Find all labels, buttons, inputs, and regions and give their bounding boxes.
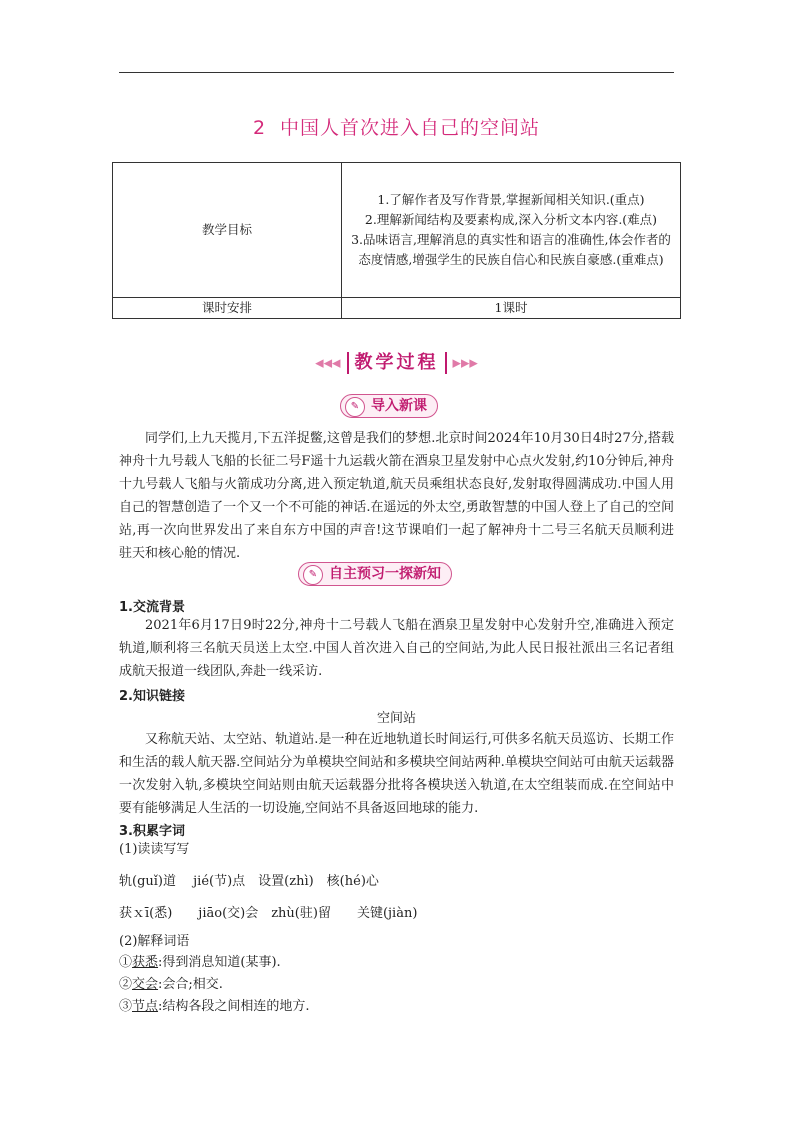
goals-table xyxy=(112,162,681,319)
banner-right-arrows: ▶▶▶ xyxy=(452,356,478,370)
vocab-sub2: (2)解释词语 xyxy=(119,934,190,949)
goals-label: 教学目标 xyxy=(113,163,342,298)
vocab-sub1: (1)读读写写 xyxy=(119,842,190,857)
vocab-words-2: 获ｘī(悉) jiāo(交)会 zhù(驻)留 关键(jiàn) xyxy=(119,906,418,921)
definition-2 xyxy=(119,975,223,995)
definition-1-word: 获悉 xyxy=(132,955,159,970)
lesson-title xyxy=(0,113,793,140)
background-text: 2021年6月17日9时22分,神舟十二号载人飞船在酒泉卫星发射中心发射升空,准确进入预定轨道,顺利将三名航天员送上太空.中国人首次进入自己的空间站,为此人民日报社派出三名记者组成航天报道一线团队,奔赴一线采访. xyxy=(119,618,674,679)
banner-bar-left xyxy=(347,352,349,374)
definition-2-word: 交会 xyxy=(132,977,159,992)
heading-vocab: 3.积累字词 xyxy=(119,824,185,839)
book-icon: ✎ xyxy=(345,397,365,417)
banner-title: 教学过程 xyxy=(354,352,439,373)
definition-1-text: :得到消息知道(某事). xyxy=(158,955,281,970)
lesson-title-text: 中国人首次进入自己的空间站 xyxy=(280,117,541,139)
definition-3-text: :结构各段之间相连的地方. xyxy=(158,999,310,1014)
definition-2-num: ② xyxy=(119,977,133,992)
knowledge-paragraph xyxy=(119,728,674,820)
definition-1 xyxy=(119,953,281,973)
banner-bar-right xyxy=(445,352,447,374)
vocab-words-1: 轨(guǐ)道 jié(节)点 设置(zhì) 核(hé)心 xyxy=(119,874,379,889)
section-banner xyxy=(0,348,793,374)
intro-paragraph xyxy=(119,427,674,565)
banner-left-arrows: ◀◀◀ xyxy=(315,356,341,370)
preview-pill xyxy=(298,562,452,586)
schedule-row xyxy=(113,298,681,319)
intro-pill xyxy=(340,394,438,418)
intro-text: 同学们,上九天揽月,下五洋捉鳖,这曾是我们的梦想.北京时间2024年10月30日4时27分,搭载神舟十九号载人飞船的长征二号F遥十九运载火箭在酒泉卫星发射中心点火发射,约10分钟后,神舟十九号载人飞船与火箭成功分离,进入预定轨道,航天员乘组状态良好,发射取得圆满成功.中国人用自己的智慧创造了一个又一个不可能的神话.在遥远的外太空,勇敢智慧的中国人登上了自己的空间站,再一次向世界发出了来自东方中国的声音!这节课咱们一起了解神舟十二号三名航天员顺利进驻天和核心舱的情况. xyxy=(119,431,674,561)
lesson-number: 2 xyxy=(252,117,267,139)
preview-pill-label: 自主预习一探新知 xyxy=(329,566,441,582)
goal-3: 3.品味语言,理解消息的真实性和语言的准确性,体会作者的态度情感,增强学生的民族自信心和民族自豪感.(重难点) xyxy=(351,232,671,267)
definition-3 xyxy=(119,997,310,1017)
intro-pill-label: 导入新课 xyxy=(371,398,427,414)
goal-2: 2.理解新闻结构及要素构成,深入分析文本内容.(难点) xyxy=(364,212,658,227)
knowledge-text: 又称航天站、太空站、轨道站.是一种在近地轨道长时间运行,可供多名航天员巡访、长期工作和生活的载人航天器.空间站分为单模块空间站和多模块空间站两种.单模块空间站可由航天运载器一次发射入轨,多模块空间站则由航天运载器分批将各模块送入轨道,在太空组装而成.在空间站中要有能够满足人生活的一切设施,空间站不具备返回地球的能力. xyxy=(119,732,674,816)
background-paragraph xyxy=(119,614,674,683)
definition-3-num: ③ xyxy=(119,999,133,1014)
schedule-value: 1课时 xyxy=(342,298,681,319)
goal-1: 1.了解作者及写作背景,掌握新闻相关知识.(重点) xyxy=(377,192,645,207)
knowledge-subtitle: 空间站 xyxy=(376,711,416,726)
definition-3-word: 节点 xyxy=(132,999,159,1014)
heading-knowledge: 2.知识链接 xyxy=(119,689,185,704)
heading-background: 1.交流背景 xyxy=(119,600,185,615)
header-rule xyxy=(119,72,674,73)
definition-2-text: :会合;相交. xyxy=(158,977,223,992)
book-icon: ✎ xyxy=(303,565,323,585)
goals-content xyxy=(342,163,681,298)
goals-row xyxy=(113,163,681,298)
schedule-label: 课时安排 xyxy=(113,298,342,319)
definition-1-num: ① xyxy=(119,955,133,970)
